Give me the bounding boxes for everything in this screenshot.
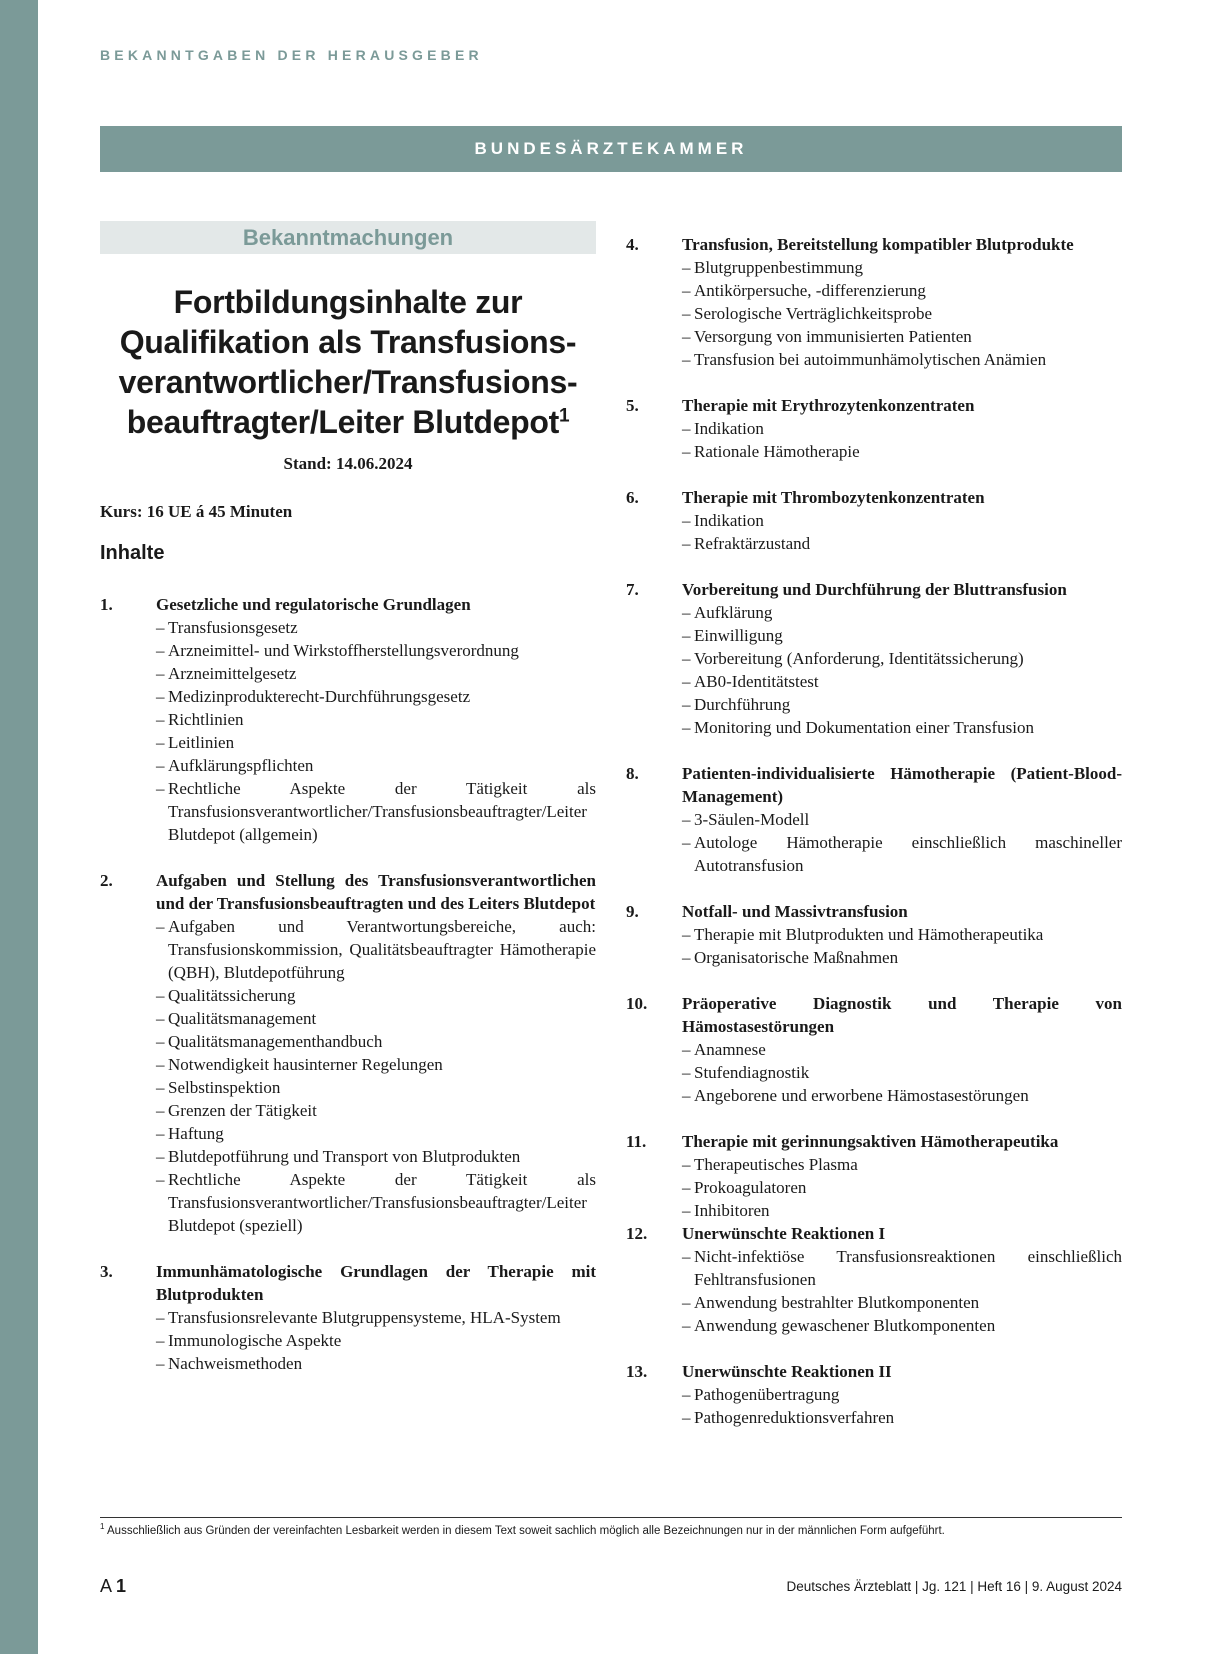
topic-number: 1.	[100, 595, 113, 614]
topic-item: – Qualitätssicherung	[156, 984, 596, 1007]
topic-items	[626, 1153, 1122, 1222]
title-line-with-footnote	[100, 402, 596, 442]
topic-item: – Pathogenreduktionsverfahren	[682, 1406, 1122, 1429]
page-number	[100, 1576, 126, 1597]
topic-heading	[626, 394, 1122, 417]
topic-section	[626, 992, 1122, 1107]
topic-item: – Indikation	[682, 509, 1122, 532]
topic-item: – Blutdepotführung und Transport von Blutprodukten	[156, 1145, 596, 1168]
topic-number: 5.	[626, 396, 639, 415]
topic-item: – Aufklärung	[682, 601, 1122, 624]
topic-title: Therapie mit Thrombozytenkonzentraten	[682, 488, 985, 507]
title-line: Fortbildungsinhalte zur	[173, 284, 523, 320]
topic-heading	[626, 992, 1122, 1038]
topic-section	[626, 394, 1122, 463]
topic-item: – Vorbereitung (Anforderung, Identitätssicherung)	[682, 647, 1122, 670]
topic-item: – Arzneimittel- und Wirkstoffherstellungsverordnung	[156, 639, 596, 662]
sidebar-color-strip	[0, 0, 38, 1654]
topic-list-right	[626, 233, 1122, 1429]
topic-item: – Arzneimittelgesetz	[156, 662, 596, 685]
topic-items	[626, 1038, 1122, 1107]
topic-section	[626, 233, 1122, 371]
topic-item: – Serologische Verträglichkeitsprobe	[682, 302, 1122, 325]
title-line: Qualifikation als Transfusions-	[119, 324, 577, 360]
organization-banner: BUNDESÄRZTEKAMMER	[100, 126, 1122, 172]
topic-title: Gesetzliche und regulatorische Grundlagen	[156, 595, 471, 614]
topic-item: – Aufklärungspflichten	[156, 754, 596, 777]
topic-number: 12.	[626, 1224, 648, 1243]
topic-title: Präoperative Diagnostik und Therapie von Hämostasestörungen	[682, 994, 1122, 1036]
topic-item: – 3-Säulen-Modell	[682, 808, 1122, 831]
topic-section	[100, 1260, 596, 1375]
topic-item: – Pathogenübertragung	[682, 1383, 1122, 1406]
topic-item: – Nachweismethoden	[156, 1352, 596, 1375]
topic-number: 11.	[626, 1132, 647, 1151]
topic-item: – Therapeutisches Plasma	[682, 1153, 1122, 1176]
topic-heading	[626, 1222, 1122, 1245]
left-column	[100, 221, 596, 1398]
topic-items	[626, 509, 1122, 555]
right-column	[626, 233, 1122, 1452]
topic-item: – Indikation	[682, 417, 1122, 440]
topic-item: – Leitlinien	[156, 731, 596, 754]
topic-item: – Organisatorische Maßnahmen	[682, 946, 1122, 969]
topic-title: Vorbereitung und Durchführung der Bluttransfusion	[682, 580, 1067, 599]
topic-section	[626, 1130, 1122, 1222]
topic-item: – Rechtliche Aspekte der Tätigkeit als Transfusionsverantwortlicher/Transfusionsbeauftragter/Leiter Blutdepot (allgemein)	[156, 777, 596, 846]
topic-items	[626, 601, 1122, 739]
topic-title: Therapie mit gerinnungsaktiven Hämotherapeutika	[682, 1132, 1059, 1151]
topic-number: 8.	[626, 764, 639, 783]
topic-item: – Qualitätsmanagement	[156, 1007, 596, 1030]
journal-citation: Deutsches Ärzteblatt | Jg. 121 | Heft 16 | 9. August 2024	[786, 1579, 1122, 1594]
topic-item: – Antikörpersuche, -differenzierung	[682, 279, 1122, 302]
section-label: BEKANNTGABEN DER HERAUSGEBER	[100, 47, 483, 63]
page-number-value: 1	[116, 1576, 127, 1596]
topic-section	[626, 762, 1122, 877]
topic-section	[626, 900, 1122, 969]
topic-number: 9.	[626, 902, 639, 921]
topic-heading	[626, 1130, 1122, 1153]
topic-item: – Inhibitoren	[682, 1199, 1122, 1222]
topic-heading	[100, 1260, 596, 1306]
topic-item: – Rechtliche Aspekte der Tätigkeit als Transfusionsverantwortlicher/Transfusionsbeauftragter/Leiter Blutdepot (speziell)	[156, 1168, 596, 1237]
topic-number: 2.	[100, 871, 113, 890]
title-line: verantwortlicher/Transfusions-	[118, 364, 578, 400]
title-footnote-mark: 1	[558, 405, 570, 427]
topic-list-left	[100, 593, 596, 1375]
topic-heading	[626, 233, 1122, 256]
topic-title: Transfusion, Bereitstellung kompatibler Blutprodukte	[682, 235, 1074, 254]
topic-item: – Medizinprodukterecht-Durchführungsgesetz	[156, 685, 596, 708]
topic-item: – Anamnese	[682, 1038, 1122, 1061]
topic-section	[626, 1222, 1122, 1337]
topic-heading	[626, 762, 1122, 808]
footnote-text: Ausschließlich aus Gründen der vereinfachten Lesbarkeit werden in diesem Text soweit sachlich möglich alle Bezeichnungen nur in der männlichen Form aufgeführt.	[107, 1524, 945, 1537]
course-info: Kurs: 16 UE á 45 Minuten	[100, 502, 293, 521]
topic-items	[100, 1306, 596, 1375]
topic-heading	[626, 578, 1122, 601]
topic-item: – Anwendung gewaschener Blutkomponenten	[682, 1314, 1122, 1337]
topic-item: – AB0-Identitätstest	[682, 670, 1122, 693]
topic-items	[626, 256, 1122, 371]
topic-title: Therapie mit Erythrozytenkonzentraten	[682, 396, 975, 415]
topic-items	[100, 915, 596, 1237]
title-line: beauftragter/Leiter Blutdepot	[126, 404, 559, 440]
footnote-mark: 1	[100, 1522, 105, 1531]
topic-item: – Angeborene und erworbene Hämostasestörungen	[682, 1084, 1122, 1107]
document-date: Stand: 14.06.2024	[283, 454, 413, 473]
footnote-divider	[100, 1517, 1122, 1518]
topic-item: – Transfusionsrelevante Blutgruppensysteme, HLA-System	[156, 1306, 596, 1329]
topic-items	[626, 1245, 1122, 1337]
topic-title: Immunhämatologische Grundlagen der Therapie mit Blutprodukten	[156, 1262, 596, 1304]
topic-heading	[626, 1360, 1122, 1383]
topic-items	[626, 923, 1122, 969]
topic-title: Unerwünschte Reaktionen I	[682, 1224, 886, 1243]
topic-item: – Prokoagulatoren	[682, 1176, 1122, 1199]
topic-heading	[100, 593, 596, 616]
topic-item: – Haftung	[156, 1122, 596, 1145]
topic-section	[626, 486, 1122, 555]
topic-item: – Durchführung	[682, 693, 1122, 716]
topic-items	[100, 616, 596, 846]
topic-items	[626, 808, 1122, 877]
topic-item: – Grenzen der Tätigkeit	[156, 1099, 596, 1122]
topic-number: 4.	[626, 235, 639, 254]
topic-item: – Nicht-infektiöse Transfusionsreaktionen einschließlich Fehltransfusionen	[682, 1245, 1122, 1291]
topic-title: Aufgaben und Stellung des Transfusionsverantwortlichen und der Transfusionsbeauftragten und des Leiters Blutdepot	[156, 871, 596, 913]
topic-item: – Refraktärzustand	[682, 532, 1122, 555]
topic-section	[100, 593, 596, 846]
topic-item: – Autologe Hämotherapie einschließlich maschineller Autotransfusion	[682, 831, 1122, 877]
page-prefix: A	[100, 1576, 112, 1596]
footnote	[100, 1522, 1122, 1537]
topic-item: – Notwendigkeit hausinterner Regelungen	[156, 1053, 596, 1076]
topic-item: – Versorgung von immunisierten Patienten	[682, 325, 1122, 348]
topic-number: 3.	[100, 1262, 113, 1281]
topic-item: – Transfusion bei autoimmunhämolytischen Anämien	[682, 348, 1122, 371]
topic-section	[626, 1360, 1122, 1429]
topic-number: 6.	[626, 488, 639, 507]
topic-item: – Qualitätsmanagementhandbuch	[156, 1030, 596, 1053]
topic-item: – Transfusionsgesetz	[156, 616, 596, 639]
topic-heading	[100, 869, 596, 915]
topic-title: Unerwünschte Reaktionen II	[682, 1362, 892, 1381]
topic-items	[626, 417, 1122, 463]
topic-number: 13.	[626, 1362, 648, 1381]
topic-item: – Monitoring und Dokumentation einer Transfusion	[682, 716, 1122, 739]
topic-heading	[626, 900, 1122, 923]
topic-heading	[626, 486, 1122, 509]
topic-item: – Aufgaben und Verantwortungsbereiche, auch: Transfusionskommission, Qualitätsbeauftragter Hämotherapie (QBH), Blutdepotführung	[156, 915, 596, 984]
topic-item: – Stufendiagnostik	[682, 1061, 1122, 1084]
topic-items	[626, 1383, 1122, 1429]
topic-title: Patienten-individualisierte Hämotherapie (Patient-Blood-Management)	[682, 764, 1122, 806]
document-title	[100, 282, 596, 442]
topic-item: – Rationale Hämotherapie	[682, 440, 1122, 463]
topic-number: 7.	[626, 580, 639, 599]
topic-item: – Blutgruppenbestimmung	[682, 256, 1122, 279]
topic-item: – Selbstinspektion	[156, 1076, 596, 1099]
category-label: Bekanntmachungen	[100, 221, 596, 254]
topic-item: – Anwendung bestrahlter Blutkomponenten	[682, 1291, 1122, 1314]
topic-title: Notfall- und Massivtransfusion	[682, 902, 908, 921]
topic-item: – Immunologische Aspekte	[156, 1329, 596, 1352]
topic-section	[626, 578, 1122, 739]
topic-number: 10.	[626, 994, 648, 1013]
topic-item: – Richtlinien	[156, 708, 596, 731]
contents-heading: Inhalte	[100, 542, 165, 564]
topic-section	[100, 869, 596, 1237]
topic-item: – Therapie mit Blutprodukten und Hämotherapeutika	[682, 923, 1122, 946]
topic-item: – Einwilligung	[682, 624, 1122, 647]
